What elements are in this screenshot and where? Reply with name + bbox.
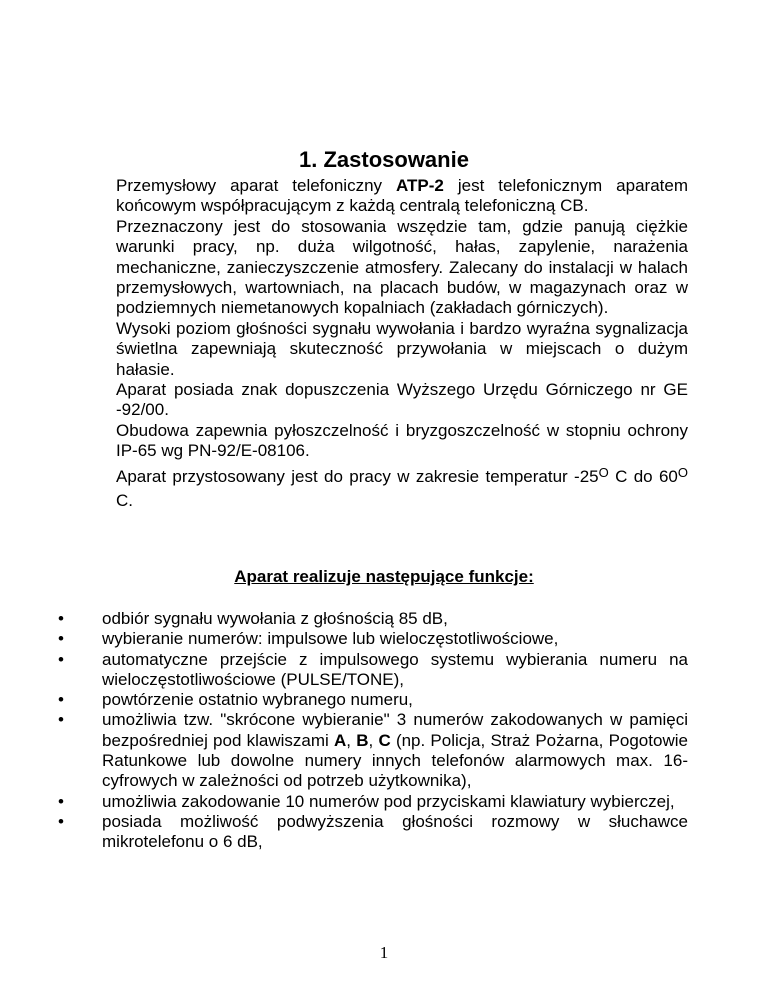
list-item [56, 812, 688, 853]
bullet-icon: • [58, 791, 64, 811]
bullet-icon: • [58, 811, 64, 831]
separator: , [368, 730, 374, 750]
intro-paragraph-2: Przeznaczony jest do stosowania wszędzie tam, gdzie panują ciężkie warunki pracy, np. duża wilgotność, hałas, zapylenie, narażenia mechaniczne, zanieczyszczenie atmosfery. Zalecany do instalacji w halach przemysłowych, wartowniach, na placach budów, w magazynach oraz w podziemnych niemetanowych kopalniach (zakładach górniczych). [116, 216, 688, 318]
list-item [56, 690, 688, 710]
section-title: 1. Zastosowanie [299, 146, 469, 172]
key-label-a: A [334, 730, 347, 750]
temperature-text-after: C. [116, 490, 133, 510]
bullet-icon: • [58, 690, 64, 710]
list-item [56, 792, 688, 812]
temperature-text-mid: C do 60 [608, 466, 678, 486]
list-item [56, 710, 688, 791]
page-number: 1 [379, 943, 389, 962]
list-item-text: automatyczne przejście z impulsowego systemu wybierania numeru na wieloczęstotliwościowe (PULSE/TONE), [102, 649, 688, 689]
key-label-b: B [356, 730, 369, 750]
list-item-text: umożliwia zakodowanie 10 numerów pod przyciskami klawiatury wybierczej, [102, 791, 675, 811]
key-label-c: C [378, 730, 391, 750]
intro-paragraph-1 [116, 176, 688, 217]
degree-symbol: O [677, 464, 689, 480]
list-item [56, 650, 688, 691]
intro-paragraph-3: Wysoki poziom głośności sygnału wywołania i bardzo wyraźna sygnalizacja świetlna zapewniają skuteczność przywołania w miejscach o dużym hałasie. [116, 318, 688, 379]
bullet-icon: • [58, 609, 64, 628]
list-item [56, 629, 688, 649]
degree-symbol: O [598, 464, 609, 480]
bullet-icon: • [58, 629, 64, 649]
intro-p1-text-before: Przemysłowy aparat telefoniczny [116, 176, 383, 195]
temperature-text-before: Aparat przystosowany jest do pracy w zakresie temperatur -25 [116, 466, 599, 486]
list-item-text: (np. Policja, Straż Pożarna, Pogotowie Ratunkowe lub dowolne numery innych telefonów alarmowych max. 16-cyfrowych w zależności od potrzeb użytkownika), [102, 730, 688, 791]
list-item-text: posiada możliwość podwyższenia głośności rozmowy w słuchawce mikrotelefonu o 6 dB, [102, 811, 688, 852]
intro-paragraph-4: Aparat posiada znak dopuszczenia Wyższego Urzędu Górniczego nr GE -92/00. [116, 380, 688, 420]
intro-paragraph-temperature [116, 465, 688, 513]
intro-paragraph-5: Obudowa zapewnia pyłoszczelność i bryzgoszczelność w stopniu ochrony IP-65 wg PN-92/E-08106. [116, 420, 688, 461]
functions-heading: Aparat realizuje następujące funkcje: [234, 567, 534, 586]
list-item-text: odbiór sygnału wywołania z głośnością 85 dB, [102, 609, 448, 628]
separator: , [346, 730, 352, 750]
bullet-icon: • [58, 649, 64, 669]
device-model: ATP-2 [396, 176, 444, 195]
list-item [56, 609, 688, 629]
intro-p1-text-after: jest telefonicznym aparatem końcowym współpracującym z każdą centralą telefoniczną CB. [116, 176, 688, 216]
intro-text [116, 176, 688, 513]
list-item-text: powtórzenie ostatnio wybranego numeru, [102, 690, 413, 710]
bullet-icon: • [58, 710, 64, 730]
functions-list [56, 609, 688, 853]
list-item-text: wybieranie numerów: impulsowe lub wieloczęstotliwościowe, [102, 629, 559, 649]
list-item-text: umożliwia tzw. "skrócone wybieranie" 3 numerów zakodowanych w pamięci bezpośredniej pod klawiszami [102, 710, 688, 750]
